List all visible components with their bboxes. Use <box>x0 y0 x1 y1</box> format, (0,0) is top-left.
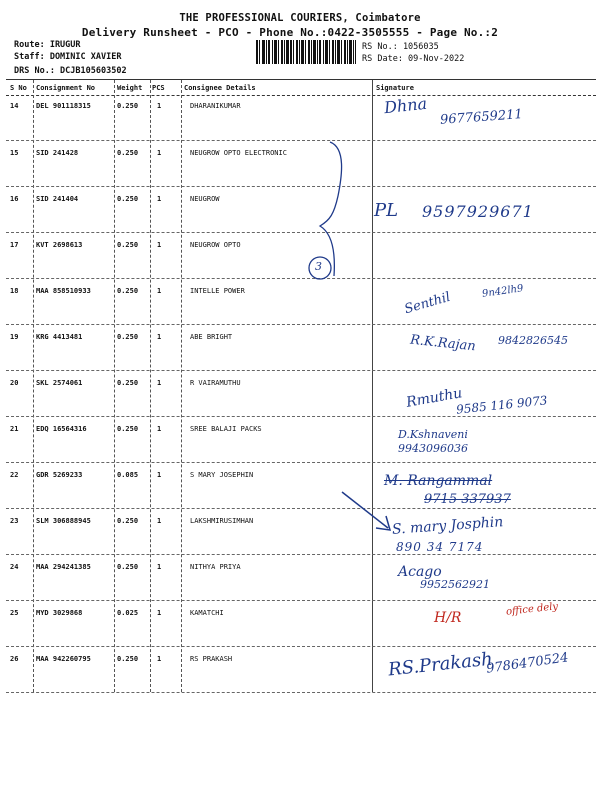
signature-row-20: Rmuthu <box>405 385 464 411</box>
row-separator <box>6 416 596 417</box>
row-separator <box>6 646 596 647</box>
row-sno: 20 <box>10 379 19 387</box>
signature-row-24: Acago <box>398 564 442 580</box>
row-pcs: 1 <box>157 563 162 571</box>
row-consignee: INTELLE POWER <box>190 287 245 295</box>
col-header-sno: S No <box>10 84 27 92</box>
row-consignment: SLM 306888945 <box>36 517 91 525</box>
phone-row-21: 9943096036 <box>398 442 468 455</box>
row-sno: 25 <box>10 609 19 617</box>
row-separator <box>6 324 596 325</box>
row-weight: 0.250 <box>117 195 139 203</box>
row-consignment: SKL 2574061 <box>36 379 83 387</box>
phone-row-20: 9585 116 9073 <box>455 393 549 417</box>
rs-date: RS Date: 09-Nov-2022 <box>362 54 465 64</box>
row-weight: 0.250 <box>117 287 139 295</box>
row-weight: 0.250 <box>117 241 139 249</box>
row-pcs: 1 <box>157 195 162 203</box>
row-pcs: 1 <box>157 102 162 110</box>
row-sno: 18 <box>10 287 19 295</box>
row-consignment: MAA 294241385 <box>36 563 91 571</box>
runsheet-subtitle: Delivery Runsheet - PCO - Phone No.:0422-3505555 - Page No.:2 <box>81 26 499 39</box>
row-consignee: NITHYA PRIYA <box>190 563 241 571</box>
phone-row-19: 9842826545 <box>498 334 568 347</box>
route-label: Route: IRUGUR <box>14 40 81 50</box>
note-row-25: office dely <box>505 601 559 618</box>
row-consignment: SID 241404 <box>36 195 79 203</box>
row-weight: 0.025 <box>117 609 139 617</box>
row-consignment: MAA 858510933 <box>36 287 91 295</box>
signature-row-26: RS.Prakash <box>387 648 494 681</box>
phone-row-24: 9952562921 <box>420 578 490 591</box>
col-header-signature: Signature <box>376 84 414 92</box>
row-sno: 24 <box>10 563 19 571</box>
row-weight: 0.250 <box>117 517 139 525</box>
row-separator <box>6 600 596 601</box>
row-weight: 0.250 <box>117 149 139 157</box>
col-header-consignee: Consignee Details <box>184 84 256 92</box>
row-consignment: MAA 942260795 <box>36 655 91 663</box>
mark-row-25: H/R <box>434 610 462 626</box>
row-sno: 23 <box>10 517 19 525</box>
row-consignee: NEUGROW <box>190 195 220 203</box>
signature-row-18: Senthil <box>402 289 453 318</box>
signature-row-22: M. Rangammal <box>384 473 493 489</box>
row-weight: 0.250 <box>117 425 139 433</box>
company-title: THE PROFESSIONAL COURIERS, Coimbatore <box>179 12 421 24</box>
row-weight: 0.250 <box>117 333 139 341</box>
row-consignee: NEUGROW OPTO <box>190 241 241 249</box>
handwritten-bracket <box>300 136 350 286</box>
barcode-image <box>256 40 356 64</box>
row-sno: 21 <box>10 425 19 433</box>
row-sno: 16 <box>10 195 19 203</box>
row-sno: 22 <box>10 471 19 479</box>
row-weight: 0.085 <box>117 471 139 479</box>
signature-row-19: R.K.Rajan <box>409 332 477 355</box>
row-weight: 0.250 <box>117 379 139 387</box>
row-pcs: 1 <box>157 655 162 663</box>
signature-row-23: S. mary Josphin <box>391 514 504 538</box>
row-consignee: DHARANIKUMAR <box>190 102 241 110</box>
row-pcs: 1 <box>157 241 162 249</box>
row-pcs: 1 <box>157 471 162 479</box>
row-consignment: GDR 5269233 <box>36 471 83 479</box>
bracket-count: 3 <box>315 260 322 273</box>
row-weight: 0.250 <box>117 563 139 571</box>
row-separator <box>6 370 596 371</box>
signature-row-21: D.Kshnaveni <box>398 428 468 441</box>
phone-row-23: 890 34 7174 <box>396 540 484 554</box>
phone-row-14: 9677659211 <box>439 107 524 128</box>
phone-row-26: 9786470524 <box>485 650 570 677</box>
row-separator <box>6 508 596 509</box>
row-pcs: 1 <box>157 149 162 157</box>
row-consignee: R VAIRAMUTHU <box>190 379 241 387</box>
row-consignment: DEL 901118315 <box>36 102 91 110</box>
row-pcs: 1 <box>157 287 162 295</box>
row-consignee: ABE BRIGHT <box>190 333 233 341</box>
col-header-weight: Weight <box>117 84 143 92</box>
row-consignment: SID 241428 <box>36 149 79 157</box>
row-sno: 14 <box>10 102 19 110</box>
row-separator <box>6 554 596 555</box>
row-sno: 15 <box>10 149 19 157</box>
signature-row-16: PL <box>374 200 399 221</box>
staff-label: Staff: DOMINIC XAVIER <box>14 52 122 62</box>
row-sno: 26 <box>10 655 19 663</box>
row-weight: 0.250 <box>117 655 139 663</box>
note-row-18: 9n42lh9 <box>481 283 525 300</box>
row-sno: 19 <box>10 333 19 341</box>
table-top-rule <box>6 79 596 80</box>
row-consignment: EDQ 16564316 <box>36 425 87 433</box>
row-separator <box>6 462 596 463</box>
row-sno: 17 <box>10 241 19 249</box>
rs-number: RS No.: 1056035 <box>362 42 439 52</box>
row-consignee: RS PRAKASH <box>190 655 233 663</box>
row-consignee: LAKSHMIRUSIMHAN <box>190 517 254 525</box>
row-consignment: KRG 4413481 <box>36 333 83 341</box>
row-pcs: 1 <box>157 517 162 525</box>
row-consignee: NEUGROW OPTO ELECTRONIC <box>190 149 287 157</box>
row-weight: 0.250 <box>117 102 139 110</box>
row-consignment: MYD 3029868 <box>36 609 83 617</box>
row-consignee: S MARY JOSEPHIN <box>190 471 254 479</box>
row-pcs: 1 <box>157 425 162 433</box>
row-consignee: SREE BALAJI PACKS <box>190 425 262 433</box>
arrow-icon <box>338 488 398 538</box>
row-pcs: 1 <box>157 333 162 341</box>
table-bottom-rule <box>6 692 596 693</box>
row-consignment: KVT 2698613 <box>36 241 83 249</box>
row-pcs: 1 <box>157 379 162 387</box>
drs-number: DRS No.: DCJB105603502 <box>14 66 127 76</box>
phone-row-22: 9715 337937 <box>424 492 511 507</box>
col-header-pcs: PCS <box>152 84 165 92</box>
row-pcs: 1 <box>157 609 162 617</box>
row-consignee: KAMATCHI <box>190 609 224 617</box>
phone-row-16: 9597929671 <box>422 202 534 221</box>
signature-row-14: Dhna <box>383 93 428 118</box>
header-bottom-rule <box>6 95 596 96</box>
col-header-consignment: Consignment No <box>36 84 96 92</box>
